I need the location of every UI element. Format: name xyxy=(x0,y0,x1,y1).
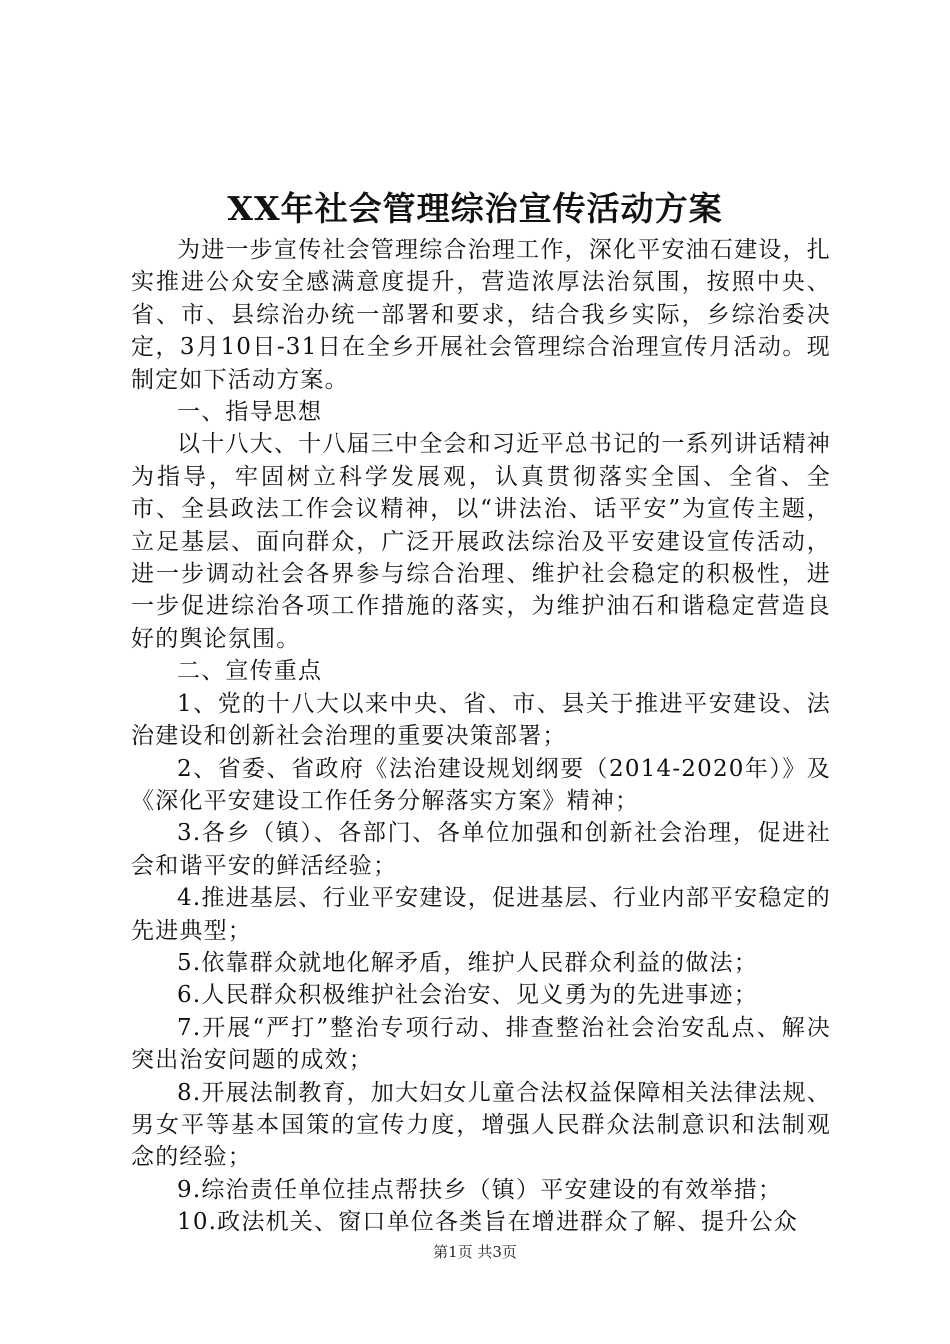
list-item-8: 8.开展法制教育，加大妇女儿童合法权益保障相关法律法规、男女平等基本国策的宣传力度，增强人民群众法制意识和法制观念的经验； xyxy=(131,1079,831,1171)
page-number-footer: 第1页 共3页 xyxy=(433,1243,517,1261)
list-item-3: 3.各乡（镇）、各部门、各单位加强和创新社会治理，促进社会和谐平安的鲜活经验； xyxy=(131,820,831,879)
list-item-4: 4.推进基层、行业平安建设，促进基层、行业内部平安稳定的先进典型； xyxy=(131,885,831,944)
list-item-7: 7.开展“严打”整治专项行动、排查整治社会治安乱点、解决突出治安问题的成效； xyxy=(131,1014,831,1074)
document-body xyxy=(131,234,831,1239)
list-item-1: 1、党的十八大以来中央、省、市、县关于推进平安建设、法治建设和创新社会治理的重要决策部署； xyxy=(131,690,831,750)
section-heading-publicity-focus: 二、宣传重点 xyxy=(177,658,323,685)
list-item-6: 6.人民群众积极维护社会治安、见义勇为的先进事迹； xyxy=(177,982,758,1009)
list-item-10: 10.政法机关、窗口单位各类旨在增进群众了解、提升公众 xyxy=(177,1209,798,1236)
paragraph-guiding-ideology: 以十八大、十八届三中全会和习近平总书记的一系列讲话精神为指导，牢固树立科学发展观，认真贯彻落实全国、全省、全市、全县政法工作会议精神，以“讲法治、话平安”为宣传主题，立足基层、面向群众，广泛开展政法综治及平安建设宣传活动，进一步调动社会各界参与综合治理、维护社会稳定的积极性，进一步促进综治各项工作措施的落实，为维护油石和谐稳定营造良好的舆论氛围。 xyxy=(131,431,831,652)
paragraph-intro: 为进一步宣传社会管理综合治理工作，深化平安油石建设，扎实推进公众安全感满意度提升，营造浓厚法治氛围，按照中央、省、市、县综治办统一部署和要求，结合我乡实际，乡综治委决定，3月10日-31日在全乡开展社会管理综合治理宣传月活动。现制定如下活动方案。 xyxy=(131,237,831,393)
list-item-2: 2、省委、省政府《法治建设规划纲要（2014-2020年）》及《深化平安建设工作任务分解落实方案》精神； xyxy=(131,755,831,814)
section-heading-guiding-ideology: 一、指导思想 xyxy=(177,399,323,426)
list-item-5: 5.依靠群众就地化解矛盾，维护人民群众利益的做法； xyxy=(177,949,758,976)
document-title: XX年社会管理综治宣传活动方案 xyxy=(227,189,723,228)
list-item-9: 9.综治责任单位挂点帮扶乡（镇）平安建设的有效举措； xyxy=(177,1176,783,1203)
